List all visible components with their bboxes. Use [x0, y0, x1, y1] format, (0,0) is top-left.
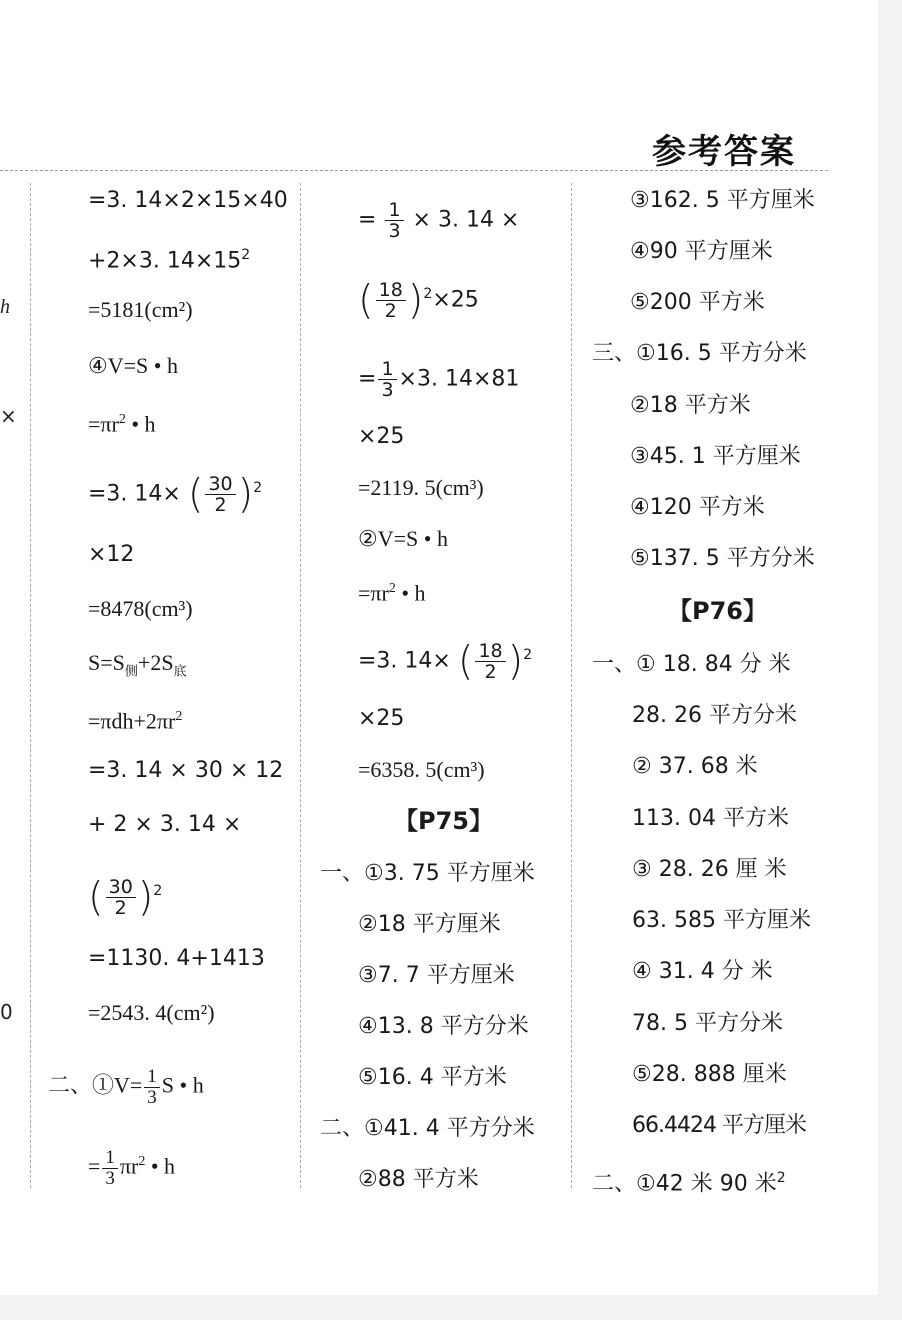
clipped-text: ×: [0, 404, 17, 428]
math-line: =8478(cm³): [88, 596, 193, 621]
math-line: = $\frac{1}{3}$ $\pi r^2$ • h: [88, 1147, 176, 1189]
math-line: =5181(cm²): [88, 297, 193, 322]
fraction: $\frac{1}{3}$: [102, 1148, 118, 1189]
answer-line: 一、① 18. 84 分 米: [592, 652, 791, 677]
answer-line: 66.4424 平方厘米: [632, 1113, 806, 1138]
math-line: ×12: [88, 542, 135, 567]
answer-line: 二、①41. 4 平方分米: [320, 1116, 535, 1141]
math-line: =3. 14×2×15×40: [88, 188, 288, 213]
math-line: + 2 × 3. 14 ×: [88, 812, 242, 837]
answer-line: ②18 平方米: [630, 393, 751, 418]
math-line: =3. 14× ( $\frac{30}{2}$ )$^2$: [88, 471, 263, 518]
answer-line: 一、①3. 75 平方厘米: [320, 861, 535, 886]
answer-line: 三、①16. 5 平方分米: [592, 341, 807, 366]
answer-line: ④120 平方米: [630, 495, 765, 520]
math-line: $S=S_侧+2S_底$: [88, 650, 187, 679]
answer-line: ③45. 1 平方厘米: [630, 444, 801, 469]
math-line: =3. 14 × 30 × 12: [88, 758, 284, 783]
clipped-text: h: [0, 296, 10, 318]
math-line: =2543. 4(cm²): [88, 1000, 215, 1025]
answer-line: ③162. 5 平方厘米: [630, 188, 815, 213]
math-line: ④V=S • h: [88, 353, 178, 378]
math-line: ×25: [358, 706, 405, 731]
answer-line: ②88 平方米: [358, 1167, 479, 1192]
math-line: ( $\frac{30}{2}$ )$^2$: [88, 874, 163, 921]
answer-line: 78. 5 平方分米: [632, 1011, 783, 1036]
math-line: =1130. 4+1413: [88, 946, 265, 971]
answer-line: 63. 585 平方厘米: [632, 908, 811, 933]
math-line: 二、①V= $\frac{1}{3}$ S • h: [48, 1066, 204, 1108]
fraction: $\frac{18}{2}$: [376, 280, 406, 321]
answer-line: ③7. 7 平方厘米: [358, 963, 515, 988]
column-divider-2: [300, 183, 301, 1188]
answer-line: ④90 平方厘米: [630, 239, 773, 264]
page-reference: 【P75】: [394, 807, 493, 835]
top-divider: [0, 170, 828, 171]
math-line: ②V=S • h: [358, 526, 448, 551]
answer-line: ⑤28. 888 厘米: [632, 1062, 787, 1087]
answer-line: ③ 28. 26 厘 米: [632, 857, 787, 882]
answer-line: ④13. 8 平方分米: [358, 1014, 529, 1039]
page-reference: 【P76】: [668, 597, 767, 625]
math-line: ×25: [358, 424, 405, 449]
answer-line: ⑤16. 4 平方米: [358, 1065, 507, 1090]
answer-line: ⑤137. 5 平方分米: [630, 546, 815, 571]
math-line: ( $\frac{18}{2}$ )$^2$×25: [358, 277, 479, 324]
math-line: =2119. 5(cm³): [358, 475, 484, 500]
math-line: =6358. 5(cm³): [358, 757, 485, 782]
answer-line: ④ 31. 4 分 米: [632, 959, 773, 984]
column-divider-3: [571, 183, 572, 1188]
math-line: +2×3. $14\times 15^2$: [88, 247, 251, 274]
page-title: 参考答案: [652, 132, 796, 172]
fraction: $\frac{30}{2}$: [205, 474, 235, 515]
fraction: $\frac{1}{3}$: [385, 200, 403, 241]
math-line: $=\pi r^2$ • h: [358, 580, 426, 606]
answer-line: 二、①42 米 90 米$^2$: [592, 1170, 786, 1197]
fraction: $\frac{1}{3}$: [144, 1067, 160, 1108]
answer-line: ②18 平方厘米: [358, 912, 501, 937]
column-divider-1: [30, 183, 31, 1188]
math-line: =3. 14× ( $\frac{18}{2}$ )$^2$: [358, 638, 533, 685]
math-line: = $\frac{1}{3}$ ×3. 14×81: [358, 358, 520, 401]
answer-line: ② 37. 68 米: [632, 754, 758, 779]
answer-line: 28. 26 平方分米: [632, 703, 797, 728]
fraction: $\frac{1}{3}$: [378, 359, 396, 400]
math-line: = $\frac{1}{3}$ × 3. 14 ×: [358, 199, 520, 242]
math-line: $=\pi r^2$ • h: [88, 411, 156, 437]
math-line: $=\pi dh+2\pi r^2$: [88, 708, 183, 734]
fraction: $\frac{30}{2}$: [106, 877, 136, 918]
clipped-text: 0: [0, 1000, 13, 1024]
answer-line: 113. 04 平方米: [632, 806, 789, 831]
fraction: $\frac{18}{2}$: [475, 641, 505, 682]
answer-line: ⑤200 平方米: [630, 290, 765, 315]
